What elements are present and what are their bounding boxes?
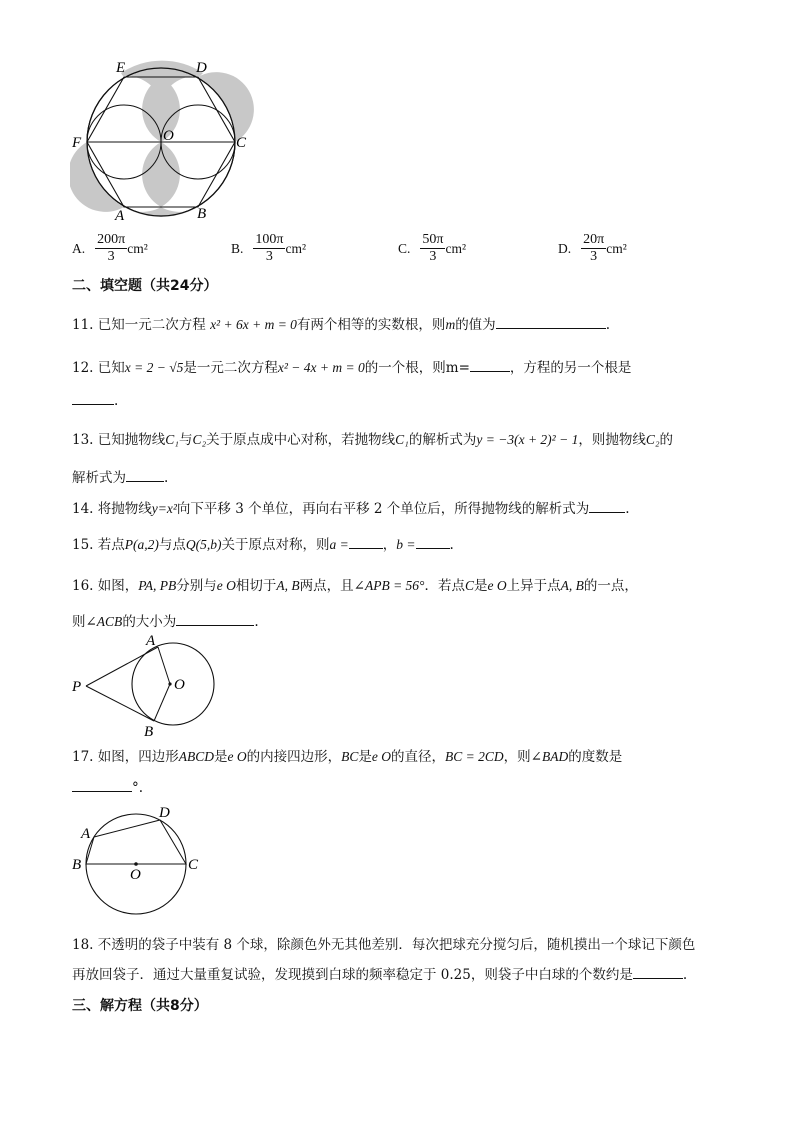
question-18: 18. 不透明的袋子中装有 8 个球，除颜色外无其他差别．每次把球充分搅匀后，随机摸出一个球记下颜色 <box>72 937 696 953</box>
option-b[interactable]: B. $\frac{100\pi}{3}$ cm² <box>231 232 307 264</box>
q12-root: x = 2 − √5 <box>124 360 184 375</box>
option-a[interactable]: A. $\frac{200\pi}{3}$ cm² <box>72 232 148 264</box>
question-17: 17. 如图，四边形ABCD是e O的内接四边形，BC是e O的直径，BC = 2CD，则∠BAD的度数是 <box>72 749 623 765</box>
fig17-label-d: D <box>159 805 170 821</box>
q11-equation: x² + 6x + m = 0 <box>210 317 297 332</box>
q12-root-blank[interactable] <box>72 392 114 405</box>
circle-o <box>132 643 214 725</box>
option-b-fraction: $\frac{100\pi}{3}$ <box>255 232 284 264</box>
question-15: 15. 若点P(a,2)与点Q(5,b)关于原点对称，则a = ，b = . <box>72 537 454 553</box>
question-18-line2: 再放回袋子．通过大量重复试验，发现摸到白球的频率稳定于 0.25，则袋子中白球的个数约是 . <box>72 967 688 983</box>
fig16-label-p: P <box>72 679 82 695</box>
label-f: F <box>72 135 82 151</box>
q16-answer-blank[interactable] <box>176 613 254 626</box>
q15-b-blank[interactable] <box>416 536 450 549</box>
option-c[interactable]: C. $\frac{50\pi}{3}$ cm² <box>398 232 467 264</box>
question-13-line2: 解析式为 . <box>72 470 169 486</box>
question-17-line2: °. <box>72 779 143 796</box>
option-d[interactable]: D. $\frac{20\pi}{3}$ cm² <box>558 232 627 264</box>
label-o: O <box>163 128 174 144</box>
option-c-fraction: $\frac{50\pi}{3}$ <box>422 232 444 264</box>
fig16-label-b: B <box>144 724 154 740</box>
section-2-title: 二、填空题（共24分） <box>72 278 218 294</box>
fig17-label-c: C <box>188 857 199 873</box>
tangent-figure <box>70 632 220 740</box>
q12-equation: x² − 4x + m = 0 <box>277 360 365 375</box>
fig17-label-b: B <box>72 857 82 873</box>
tangent-pb <box>86 686 154 721</box>
label-b: B <box>197 206 207 222</box>
q11-answer-blank[interactable] <box>496 316 606 329</box>
radius-oa <box>158 647 170 684</box>
radius-ob <box>154 684 170 721</box>
question-12-line2: . <box>72 392 118 409</box>
hexagon-circle-figure <box>70 58 260 230</box>
label-c: C <box>236 135 247 151</box>
quad-abcd <box>86 820 186 864</box>
question-16-line2: 则∠ACB的大小为 . <box>72 614 259 630</box>
question-16: 16. 如图，PA, PB分别与e O相切于A, B两点，且∠APB = 56°．若点C是e O上异于点A, B的一点， <box>72 578 638 594</box>
shade-bottom <box>124 142 198 217</box>
question-11: 11. 已知一元二次方程 x² + 6x + m = 0有两个相等的实数根，则m的值为 . <box>72 317 610 333</box>
label-a: A <box>115 208 125 224</box>
fig17-label-o: O <box>130 867 141 883</box>
fig16-label-o: O <box>174 677 185 693</box>
q13-answer-blank[interactable] <box>126 469 164 482</box>
label-e: E <box>116 60 126 76</box>
q17-answer-blank[interactable] <box>72 779 132 792</box>
label-d: D <box>196 60 207 76</box>
q13-equation: y = −3(x + 2)² − 1 <box>476 432 579 447</box>
inscribed-quad-figure <box>70 802 210 920</box>
q15-a-blank[interactable] <box>349 536 383 549</box>
option-a-fraction: $\frac{200\pi}{3}$ <box>97 232 126 264</box>
section-3-title: 三、解方程（共8分） <box>72 998 208 1014</box>
shade-top <box>124 67 198 142</box>
question-14: 14. 将抛物线y=x²向下平移 3 个单位，再向右平移 2 个单位后，所得抛物线的解析式为 . <box>72 501 630 517</box>
option-d-fraction: $\frac{20\pi}{3}$ <box>583 232 605 264</box>
question-12: 12. 已知x = 2 − √5是一元二次方程x² − 4x + m = 0的一个根，则m= ，方程的另一个根是 <box>72 360 632 376</box>
tangent-pa <box>86 647 158 686</box>
question-13: 13. 已知抛物线C₁与C₂关于原点成中心对称，若抛物线C₁的解析式为y = −3(x + 2)² − 1，则抛物线C₂的 <box>72 432 674 448</box>
fig16-label-a: A <box>146 633 156 649</box>
q12-m-blank[interactable] <box>470 359 510 372</box>
fig17-label-a: A <box>81 826 91 842</box>
q18-answer-blank[interactable] <box>633 966 683 979</box>
q14-answer-blank[interactable] <box>589 500 625 513</box>
